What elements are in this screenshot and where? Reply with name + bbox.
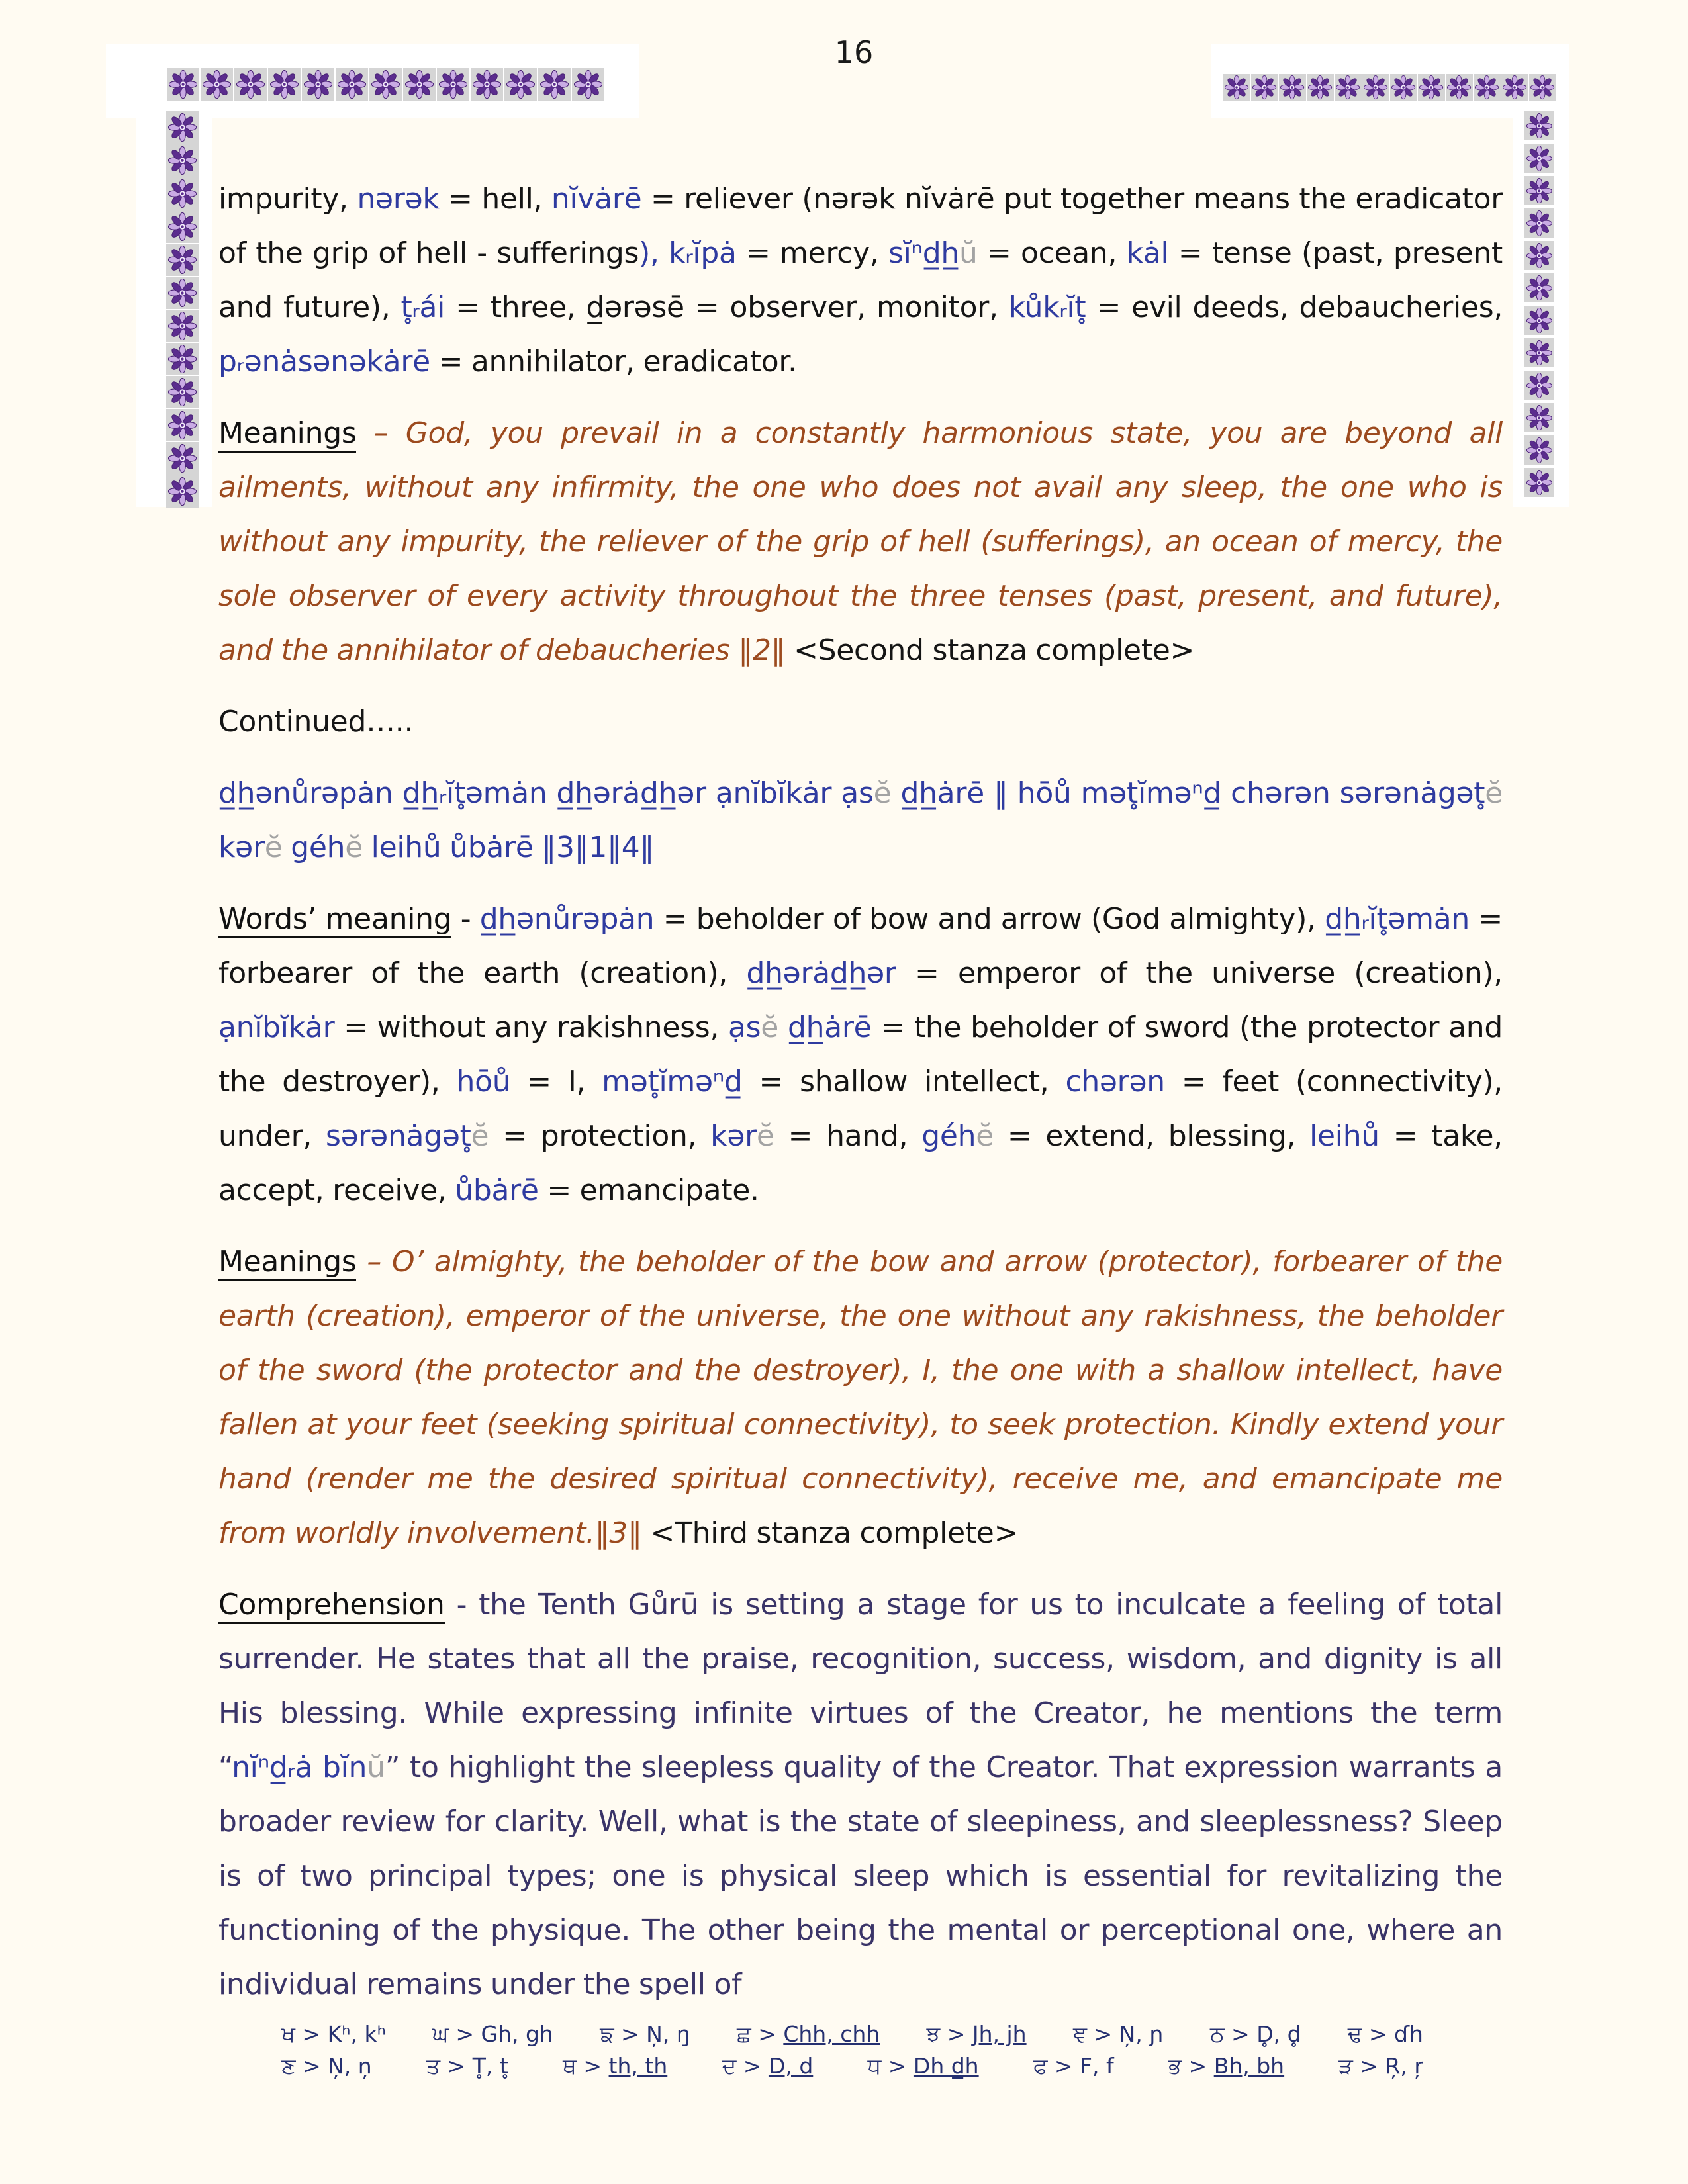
gurmukhi-letter: ਝ (926, 2021, 941, 2047)
eight-petal-florette-icon (166, 277, 199, 309)
eight-petal-florette-icon (166, 442, 199, 475)
text-segment: = ocean, (977, 236, 1127, 270)
eight-petal-florette-icon (369, 68, 402, 101)
eight-petal-florette-icon (1524, 435, 1554, 465)
text-segment: d̲h̲ȧrē ‖ hōů mət̥ĭməⁿd̲ chərən sərənȧgət̥ (891, 776, 1485, 810)
text-segment: Words’ meaning (218, 902, 451, 938)
text-segment: = hand, (774, 1119, 922, 1153)
text-segment: = I, (510, 1065, 602, 1099)
words-meaning-paragraph (218, 892, 1503, 1218)
maps-to-symbol: > (1224, 2021, 1257, 2047)
latin-transliteration: th, th (608, 2053, 668, 2079)
text-segment: hōů (456, 1065, 511, 1099)
latin-transliteration: Ŗ, ŗ (1385, 2053, 1423, 2079)
eight-petal-florette-icon (1279, 74, 1306, 101)
latin-transliteration: Ņ, ɲ (1119, 2021, 1164, 2047)
text-segment: ” to highlight the sleepless quality of the Creator. That expression warrants a broader review for clarity. Well, what is the state of sleepiness, and sleeplessness? Sleep is of two principal types; one is physical sleep which is essential for revitalizing the functioning of the physique. The other being the mental or perceptional one, where an individual remains under the spell of (218, 1751, 1503, 2001)
eight-petal-florette-icon (1307, 74, 1334, 101)
latin-transliteration: Chh, chh (783, 2021, 880, 2047)
text-segment: ĕ (264, 831, 283, 864)
key-item (281, 2019, 386, 2050)
text-segment: = extend, blessing, (994, 1119, 1310, 1153)
latin-transliteration: D, d (768, 2053, 814, 2079)
text-segment: = mercy, (736, 236, 888, 270)
eight-petal-florette-icon (166, 343, 199, 375)
eight-petal-florette-icon (166, 177, 199, 210)
gurmukhi-letter: ਖ (281, 2021, 295, 2047)
gurmukhi-letter: ਞ (1072, 2021, 1087, 2047)
eight-petal-florette-icon (1524, 403, 1554, 432)
text-segment: d̲h̲ᵣĭt̥əmȧn (1325, 902, 1470, 936)
key-item (737, 2019, 880, 2050)
gurmukhi-letter: ਧ (867, 2053, 882, 2079)
gurmukhi-letter: ਭ (1168, 2053, 1182, 2079)
text-segment: = reliever (nərək nĭvȧrē put together means the eradicator of the grip of hell - sufferings (218, 182, 1503, 270)
key-item (1210, 2019, 1301, 2050)
eight-petal-florette-icon (1418, 74, 1445, 101)
maps-to-symbol: > (1362, 2021, 1395, 2047)
text-segment: leihů ůbȧrē ‖3‖1‖4‖ (363, 831, 655, 864)
text-segment: ĕ (976, 1119, 994, 1153)
text-segment: ạnĭbĭkȧr (218, 1011, 335, 1044)
eight-petal-florette-icon (1524, 338, 1554, 367)
maps-to-symbol: > (881, 2053, 914, 2079)
meanings-second-stanza-paragraph (218, 406, 1503, 678)
stanza-transliteration (218, 766, 1503, 875)
key-item (1033, 2050, 1114, 2082)
text-segment: = without any rakishness, (334, 1011, 728, 1044)
comprehension-paragraph (218, 1578, 1503, 2012)
maps-to-symbol: > (295, 2021, 328, 2047)
text-segment: – O’ almighty, the beholder of the bow and arrow (protector), forbearer of the earth (creation), emperor of the universe, the one without any rakishness, the beholder of the sword (the protector and the destroyer), I, the one with a shallow intellect, have fallen at your feet (seeking spiritual connectivity), to seek protection. Kindly extend your hand (render me the desired spiritual connectivity), receive me, and emancipate me from worldly involvement.‖3‖ (218, 1245, 1503, 1550)
text-segment: nərək (357, 182, 440, 216)
text-segment: d̲h̲ənůrəpȧn (479, 902, 655, 936)
latin-transliteration: Bh, bh (1213, 2053, 1285, 2079)
latin-transliteration: Ņ, ņ (328, 2053, 372, 2079)
text-segment: = annihilator, eradicator. (430, 345, 797, 379)
text-segment: impurity, (218, 182, 357, 216)
key-item (722, 2050, 813, 2082)
eight-petal-florette-icon (166, 409, 199, 441)
gurmukhi-letter: ਣ (281, 2053, 296, 2079)
text-segment: ŭ (367, 1751, 385, 1784)
maps-to-symbol: > (940, 2021, 972, 2047)
page-number: 16 (834, 34, 874, 70)
text-segment: = the beholder of sword (the protector and the destroyer), (218, 1011, 1503, 1099)
key-row (281, 2050, 1423, 2082)
eight-petal-florette-icon (166, 111, 199, 144)
latin-transliteration: Gh, gh (481, 2021, 553, 2047)
eight-petal-florette-icon (166, 244, 199, 276)
text-segment: pᵣənȧsənəkȧrē (218, 345, 430, 379)
text-segment: ĕ (756, 1119, 774, 1153)
gurmukhi-letter: ਠ (1209, 2021, 1225, 2047)
eight-petal-florette-icon (1474, 74, 1501, 101)
text-segment: ůbȧrē (455, 1173, 539, 1207)
text-segment: chərən (1065, 1065, 1165, 1099)
eight-petal-florette-icon (1524, 306, 1554, 335)
key-item (281, 2050, 372, 2082)
eight-petal-florette-icon (1529, 74, 1556, 101)
text-segment: - the Tenth Gůrū is setting a stage for us to inculcate a feeling of total surrender. He states that all the praise, recognition, success, wisdom, and dignity is all His blessing. While expressing infinite virtues of the Creator, he mentions the term “ (218, 1588, 1503, 1784)
gurmukhi-letter: ਥ (562, 2053, 577, 2079)
eight-petal-florette-icon (1524, 241, 1554, 270)
text-segment: <Third stanza complete> (650, 1516, 1019, 1550)
flower-border-strip-0 (167, 68, 604, 101)
text-segment: kər (218, 831, 265, 864)
eight-petal-florette-icon (167, 68, 199, 101)
gurmukhi-letter: ਘ (432, 2021, 449, 2047)
key-item (1168, 2050, 1284, 2082)
text-segment: sərənȧgət̥ (325, 1119, 471, 1153)
eight-petal-florette-icon (166, 475, 199, 508)
text-segment: t̥ᵣái (400, 291, 445, 324)
maps-to-symbol: > (1047, 2053, 1080, 2079)
meanings-third-stanza-paragraph (218, 1235, 1503, 1561)
maps-to-symbol: > (614, 2021, 647, 2047)
latin-transliteration: Dh d̲h (913, 2053, 979, 2079)
eight-petal-florette-icon (166, 376, 199, 408)
text-segment: kȧl (1126, 236, 1169, 270)
key-item (426, 2050, 508, 2082)
maps-to-symbol: > (1352, 2053, 1385, 2079)
gurmukhi-letter: ਦ (722, 2053, 737, 2079)
text-segment: ĕ (1485, 776, 1503, 810)
eight-petal-florette-icon (1524, 273, 1554, 302)
maps-to-symbol: > (295, 2053, 328, 2079)
maps-to-symbol: > (736, 2053, 769, 2079)
gurmukhi-letter: ਙ (600, 2021, 614, 2047)
eight-petal-florette-icon (471, 68, 503, 101)
opening-definitions-paragraph (218, 172, 1503, 389)
text-segment: nĭvȧrē (551, 182, 642, 216)
eight-petal-florette-icon (1446, 74, 1473, 101)
text-segment: = forbearer of the earth (creation), (218, 902, 1503, 990)
text-segment: ĕ (345, 831, 363, 864)
text-segment: d̲h̲ənůrəpȧn d̲h̲ᵣĭt̥əmȧn d̲h̲ərȧd̲h̲ər ạnĭbĭkȧr ạs (218, 776, 874, 810)
eight-petal-florette-icon (1223, 74, 1250, 101)
text-segment: géh (282, 831, 346, 864)
flower-border-strip-1 (1223, 74, 1556, 101)
text-segment: = shallow intellect, (742, 1065, 1066, 1099)
text-segment: Meanings (218, 416, 356, 453)
eight-petal-florette-icon (166, 144, 199, 177)
continued-label (218, 695, 1503, 749)
key-item (1338, 2050, 1423, 2082)
text-segment: d̲h̲ərȧd̲h̲ər (746, 956, 896, 990)
gurmukhi-letter: ਤ (426, 2053, 441, 2079)
eight-petal-florette-icon (1501, 74, 1528, 101)
text-segment: = emperor of the universe (creation), (896, 956, 1503, 990)
text-segment: d̲h̲ȧrē (778, 1011, 872, 1044)
eight-petal-florette-icon (166, 310, 199, 342)
key-item (432, 2019, 553, 2050)
maps-to-symbol: > (440, 2053, 473, 2079)
eight-petal-florette-icon (1524, 208, 1554, 238)
latin-transliteration: T̥, t̥ (472, 2053, 508, 2079)
maps-to-symbol: > (1182, 2053, 1214, 2079)
text-segment: = three, d̲ərəsē = observer, monitor, (445, 291, 1009, 324)
eight-petal-florette-icon (437, 68, 469, 101)
eight-petal-florette-icon (1335, 74, 1362, 101)
maps-to-symbol: > (751, 2021, 784, 2047)
eight-petal-florette-icon (1524, 468, 1554, 497)
text-segment: sĭⁿd̲h̲ (888, 236, 959, 270)
text-segment: Comprehension (218, 1588, 445, 1624)
text-segment: = protection, (489, 1119, 711, 1153)
text-segment: = hell, (439, 182, 551, 216)
eight-petal-florette-icon (234, 68, 267, 101)
text-segment: ĕ (873, 776, 892, 810)
eight-petal-florette-icon (1524, 371, 1554, 400)
key-item (1348, 2019, 1423, 2050)
eight-petal-florette-icon (1251, 74, 1278, 101)
gurmukhi-letter: ੜ (1338, 2053, 1353, 2079)
text-segment: Meanings (218, 1245, 356, 1281)
eight-petal-florette-icon (201, 68, 233, 101)
eight-petal-florette-icon (572, 68, 604, 101)
text-segment: Continued….. (218, 705, 414, 739)
latin-transliteration: D̥, d̥ (1256, 2021, 1301, 2047)
text-segment: mət̥ĭməⁿd̲ (602, 1065, 743, 1099)
eight-petal-florette-icon (336, 68, 368, 101)
latin-transliteration: Ņ, ŋ (646, 2021, 690, 2047)
text-segment: = take, accept, receive, (218, 1119, 1503, 1207)
key-item (1073, 2019, 1164, 2050)
eight-petal-florette-icon (268, 68, 301, 101)
flower-border-strip-3 (1524, 111, 1554, 497)
latin-transliteration: Jh, jh (972, 2021, 1027, 2047)
text-segment: = emancipate. (538, 1173, 759, 1207)
eight-petal-florette-icon (1524, 144, 1554, 173)
transliteration-key (281, 2019, 1423, 2082)
text-segment: = evil deeds, debaucheries, (1086, 291, 1503, 324)
text-segment: kůkᵣĭt̥ (1008, 291, 1086, 324)
text-segment: – God, you prevail in a constantly harmonious state, you are beyond all ailments, without any infirmity, the one who does not avail any sleep, the one who is without any impurity, the reliever of the grip of hell (sufferings), an ocean of mercy, the sole observer of every activity throughout the three tenses (past, present, and future), and the annihilator of debaucheries ‖2‖ (218, 416, 1503, 667)
key-row (281, 2019, 1423, 2050)
text-segment: - (451, 902, 480, 936)
text-segment: géh (921, 1119, 976, 1153)
text-segment: = beholder of bow and arrow (God almighty), (654, 902, 1325, 936)
eight-petal-florette-icon (1390, 74, 1417, 101)
text-segment: ĕ (471, 1119, 489, 1153)
latin-transliteration: F, f (1080, 2053, 1114, 2079)
eight-petal-florette-icon (538, 68, 571, 101)
maps-to-symbol: > (1086, 2021, 1119, 2047)
eight-petal-florette-icon (302, 68, 334, 101)
gurmukhi-letter: ਫ (1033, 2053, 1048, 2079)
gurmukhi-letter: ਢ (1347, 2021, 1362, 2047)
text-segment: <Second stanza complete> (794, 633, 1195, 667)
latin-transliteration: Kʰ, kʰ (327, 2021, 386, 2047)
key-item (563, 2050, 667, 2082)
key-item (926, 2019, 1026, 2050)
content (218, 172, 1503, 2029)
text-segment: ĕ (761, 1011, 779, 1044)
text-segment: ), kᵣĭpȧ (639, 236, 737, 270)
eight-petal-florette-icon (166, 210, 199, 243)
text-segment: ŭ (959, 236, 978, 270)
key-item (867, 2050, 978, 2082)
text-segment: = tense (past, present and future), (218, 236, 1503, 324)
flower-border-strip-2 (166, 111, 199, 508)
text-segment: ạs (727, 1011, 761, 1044)
eight-petal-florette-icon (403, 68, 436, 101)
key-item (600, 2019, 690, 2050)
eight-petal-florette-icon (1362, 74, 1389, 101)
text-segment: nĭⁿd̲ᵣȧ bĭn (232, 1751, 367, 1784)
latin-transliteration: ɗh (1394, 2021, 1423, 2047)
eight-petal-florette-icon (504, 68, 537, 101)
text-segment: = feet (connectivity), under, (218, 1065, 1503, 1153)
eight-petal-florette-icon (1524, 111, 1554, 140)
eight-petal-florette-icon (1524, 176, 1554, 205)
text-segment: leihů (1309, 1119, 1380, 1153)
text-segment: kər (710, 1119, 757, 1153)
maps-to-symbol: > (576, 2053, 609, 2079)
gurmukhi-letter: ਛ (737, 2021, 751, 2047)
maps-to-symbol: > (448, 2021, 481, 2047)
